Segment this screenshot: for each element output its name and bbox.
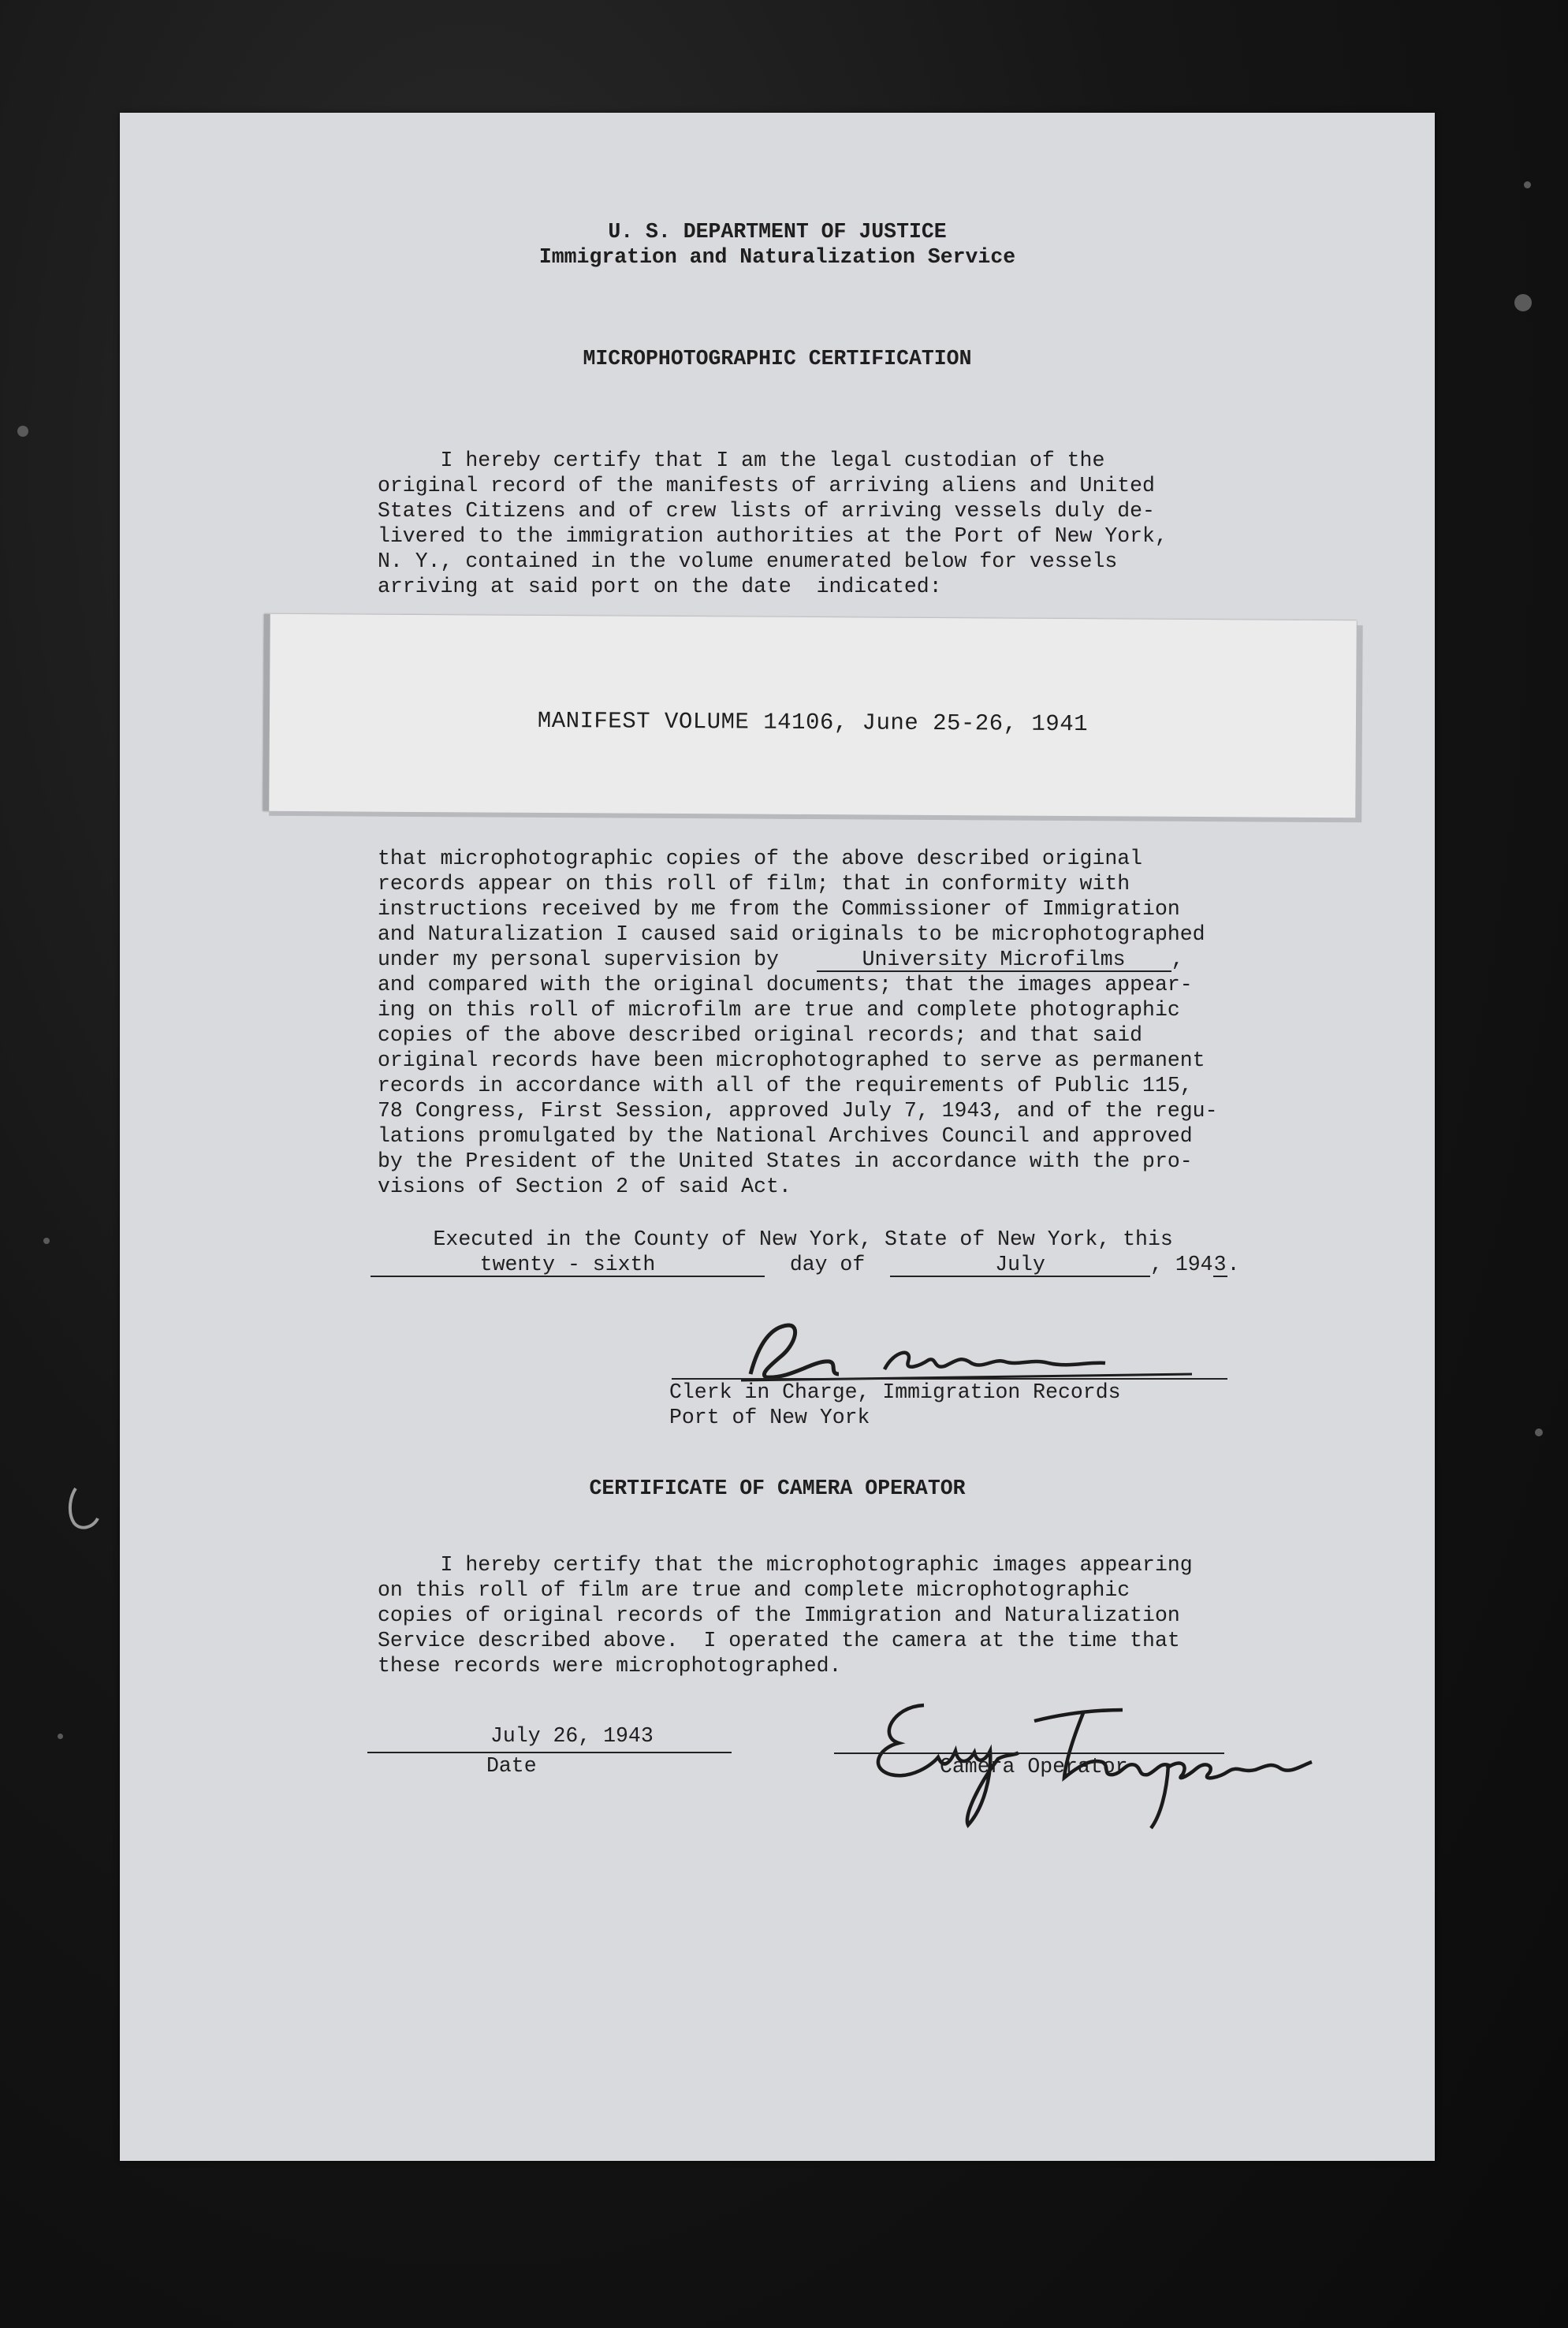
paragraph-line: and compared with the original documents; that the images appear- [378, 973, 1193, 996]
paragraph-line: N. Y., contained in the volume enumerated below for vessels [378, 549, 1118, 573]
film-speck [58, 1734, 63, 1739]
paragraph-line: by the President of the United States in accordance with the pro- [378, 1149, 1193, 1173]
paragraph-line: original record of the manifests of arriving aliens and United [378, 474, 1155, 497]
execution-date-line [371, 1252, 1356, 1277]
service-name: Immigration and Naturalization Service [538, 245, 1016, 269]
film-speck [1514, 294, 1532, 311]
document-title: MICROPHOTOGRAPHIC CERTIFICATION [583, 347, 972, 371]
camera-certificate-title: CERTIFICATE OF CAMERA OPERATOR [589, 1477, 966, 1500]
certificate-page [120, 113, 1435, 2161]
camera-paragraph [378, 1552, 1324, 1678]
operator-date-value: July 26, 1943 [490, 1724, 654, 1748]
paragraph-line: arriving at said port on the date indicated: [378, 575, 942, 598]
clerk-port: Port of New York [669, 1406, 870, 1429]
paragraph-line: Service described above. I operated the camera at the time that [378, 1629, 1180, 1652]
film-speck [1524, 181, 1531, 188]
supervisor-fill: University Microfilms [817, 948, 1171, 972]
paragraph-line: copies of original records of the Immigration and Naturalization [378, 1604, 1180, 1627]
execution-day-label: day of [789, 1253, 866, 1276]
supervision-prefix: under my personal supervision by [378, 948, 779, 971]
execution-intro: Executed in the County of New York, State of New York, this [371, 1227, 1173, 1251]
paragraph-line: I hereby certify that the microphotographic images appearing [378, 1553, 1193, 1577]
supervision-suffix: , [1171, 948, 1184, 971]
date-signature-line [367, 1752, 732, 1753]
paragraph-line: ing on this roll of microfilm are true and complete photographic [378, 998, 1180, 1022]
manifest-volume-label: MANIFEST VOLUME 14106, June 25-26, 1941 [537, 707, 1089, 738]
supervision-line [378, 947, 1276, 972]
operator-role-label: Camera Operator [940, 1755, 1128, 1779]
paragraph-line: copies of the above described original records; and that said [378, 1023, 1143, 1047]
paragraph-line: lations promulgated by the National Archives Council and approved [378, 1124, 1193, 1148]
paragraph-line: these records were microphotographed. [378, 1654, 842, 1678]
execution-day-fill: twenty - sixth [371, 1253, 765, 1277]
execution-paragraph [371, 1227, 1356, 1277]
paragraph-line: States Citizens and of crew lists of arriving vessels duly de- [378, 499, 1155, 523]
custodian-paragraph [378, 448, 1276, 599]
execution-year-prefix: , 194 [1150, 1253, 1213, 1276]
paragraph-line: visions of Section 2 of said Act. [378, 1175, 791, 1198]
agency-name: U. S. DEPARTMENT OF JUSTICE [608, 220, 947, 244]
margin-pen-mark [61, 1482, 109, 1537]
film-speck [43, 1238, 50, 1244]
paragraph-line: livered to the immigration authorities at the Port of New York, [378, 524, 1168, 548]
clerk-title: Clerk in Charge, Immigration Records [669, 1380, 1121, 1404]
agency-header [120, 219, 1435, 270]
paragraph-line: that microphotographic copies of the above described original [378, 847, 1143, 870]
paragraph-line: instructions received by me from the Commissioner of Immigration [378, 897, 1180, 921]
film-speck [1535, 1428, 1543, 1436]
execution-month-fill: July [890, 1253, 1150, 1277]
paragraph-line: and Naturalization I caused said originals to be microphotographed [378, 922, 1205, 946]
paragraph-line: 78 Congress, First Session, approved July 7, 1943, and of the regu- [378, 1099, 1218, 1123]
paragraph-line: records appear on this roll of film; that in conformity with [378, 872, 1130, 896]
manifest-volume-slip [263, 614, 1357, 818]
certification-body-paragraph [378, 846, 1276, 1199]
date-label: Date [486, 1754, 537, 1778]
film-speck [17, 426, 28, 437]
paragraph-line: I hereby certify that I am the legal custodian of the [378, 449, 1105, 472]
paragraph-line: records in accordance with all of the requirements of Public 115, [378, 1074, 1193, 1097]
execution-year-suffix: . [1227, 1253, 1240, 1276]
paragraph-line: on this roll of film are true and complete microphotographic [378, 1578, 1130, 1602]
paragraph-line: original records have been microphotographed to serve as permanent [378, 1049, 1205, 1072]
execution-year-digit: 3 [1213, 1253, 1227, 1276]
